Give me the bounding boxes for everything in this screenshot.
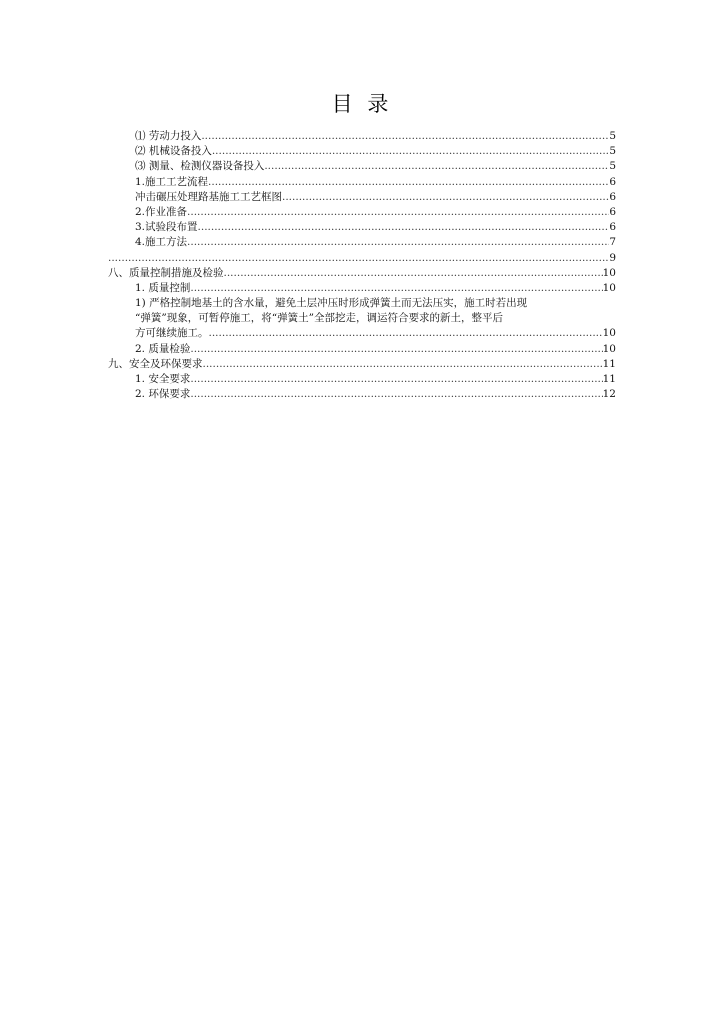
toc-entry[interactable]	[108, 159, 616, 174]
toc-entry-page: 11	[602, 357, 616, 370]
toc-entry[interactable]	[108, 190, 616, 205]
toc-entry-label: 4.施工方法	[135, 236, 188, 249]
dot-leader	[212, 144, 609, 159]
toc-paragraph-last-line	[135, 326, 616, 341]
dot-leader	[282, 190, 609, 205]
toc-entry-page: 10	[602, 327, 616, 340]
toc-entry-label: 冲击碾压处理路基施工工艺框图	[135, 190, 282, 203]
toc-entry-page: 10	[602, 342, 616, 355]
toc-entry[interactable]	[108, 372, 616, 387]
toc-entry-label: ⑴ 劳动力投入	[135, 130, 202, 142]
toc-entry-page: 12	[602, 388, 616, 401]
toc-entry-label: 1.施工工艺流程	[135, 175, 209, 188]
toc-entry[interactable]	[108, 235, 616, 250]
toc-entry-label: 1. 质量控制	[135, 281, 191, 294]
dot-leader	[198, 220, 610, 235]
toc-entry-page: 9	[609, 251, 616, 264]
toc-paragraph-line: 方可继续施工。	[135, 327, 209, 340]
toc-entry[interactable]	[108, 357, 616, 372]
dot-leader	[187, 235, 609, 250]
toc-entry[interactable]	[108, 144, 616, 159]
toc-entry-page: 6	[609, 175, 616, 188]
toc-entry[interactable]	[108, 205, 616, 220]
toc-entry-label: 1. 安全要求	[135, 373, 191, 385]
toc-entry-page: 10	[602, 281, 616, 294]
dot-leader	[224, 266, 603, 281]
toc-entry-page: 6	[609, 190, 616, 203]
toc-entry[interactable]	[108, 342, 616, 357]
toc-entry-label: 2. 质量检验	[135, 342, 191, 355]
dot-leader	[190, 387, 602, 402]
dot-leader	[108, 251, 609, 266]
dot-leader	[208, 175, 609, 190]
dot-leader	[190, 372, 602, 387]
dot-leader	[190, 342, 602, 357]
toc-entry-page: 6	[609, 221, 616, 234]
toc-entry-label: 2.作业准备	[135, 205, 188, 218]
toc-entry[interactable]	[108, 251, 616, 266]
toc-entry[interactable]	[108, 387, 616, 402]
toc-paragraph-line: “弹簧”现象，可暂停施工，将“弹簧土”全部挖走，调运符合要求的新土，整平后	[135, 312, 503, 325]
dot-leader	[187, 205, 609, 220]
toc-entry-page: 5	[609, 160, 616, 173]
dot-leader	[209, 326, 603, 341]
toc-entry-page: 5	[609, 130, 616, 142]
toc-entry[interactable]	[108, 175, 616, 190]
toc-entry-page: 6	[609, 205, 616, 218]
dot-leader	[201, 129, 609, 144]
toc-entry-page: 10	[602, 266, 616, 279]
toc-paragraph-line: 1) 严格控制地基土的含水量，避免土层冲压时形成弹簧土而无法压实，施工时若出现	[135, 297, 528, 310]
page-title: 目 录	[331, 92, 393, 116]
toc-entry-page: 11	[602, 373, 616, 385]
table-of-contents	[108, 129, 616, 402]
dot-leader	[190, 281, 602, 296]
toc-entry-page: 7	[609, 236, 616, 249]
toc-entry[interactable]	[108, 281, 616, 296]
toc-entry-label: 3.试验段布置	[135, 221, 198, 234]
toc-entry-label: 2. 环保要求	[135, 388, 191, 401]
dot-leader	[203, 357, 603, 372]
toc-entry-label: ⑶ 测量、检测仪器设备投入	[135, 160, 265, 173]
toc-entry[interactable]	[108, 129, 616, 144]
toc-paragraph-entry[interactable]	[108, 296, 616, 342]
toc-entry-label: 八、质量控制措施及检验	[108, 266, 224, 279]
toc-entry[interactable]	[108, 220, 616, 235]
toc-entry-page: 5	[609, 145, 616, 158]
toc-entry-label: 九、安全及环保要求	[108, 357, 203, 370]
toc-entry-label: ⑵ 机械设备投入	[135, 145, 212, 158]
dot-leader	[264, 159, 609, 174]
toc-entry[interactable]	[108, 266, 616, 281]
